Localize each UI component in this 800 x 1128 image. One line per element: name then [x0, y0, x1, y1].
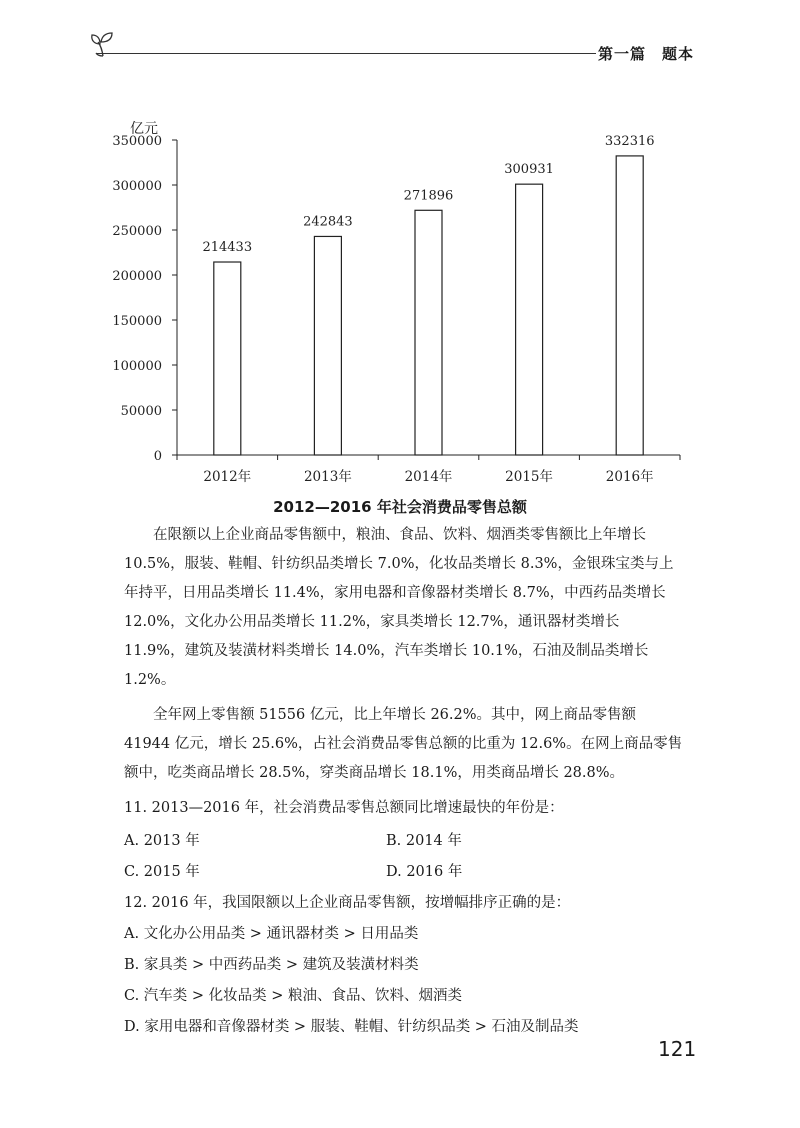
chart-title: 2012—2016 年社会消费品零售总额: [273, 498, 527, 516]
q12-option-b: B. 家具类 > 中西药品类 > 建筑及装潢材料类: [124, 957, 419, 973]
y-tick-label: 300000: [112, 179, 162, 194]
bar-0: [214, 262, 241, 455]
bar-data-label: 271896: [403, 188, 454, 204]
y-axis-unit-label: 亿元: [130, 121, 158, 137]
paragraph: 在限额以上企业商品零售额中，粮油、食品、饮料、烟酒类零售额比上年增长10.5%，服装、鞋帽、针纺织品类增长 7.0%，化妆品类增长 8.3%，金银珠宝类与上年持平，日用品类增长 11.4%，家用电器和音像器材类增长 8.7%，中西药品类增长 12.0%，文化办公用品类增长 11.2%，家具类增长 12.7%，通讯器材类增长 11.9%，建筑及装潢材料类增长 14.0%，汽车类增长 10.1%，石油及制品类增长 1.2%。: [124, 527, 674, 688]
y-tick-label: 100000: [112, 359, 162, 374]
y-tick-label: 50000: [120, 404, 162, 419]
x-category-label: 2014年: [404, 469, 453, 485]
bar-2: [415, 210, 442, 455]
bar-3: [516, 184, 543, 455]
x-category-label: 2013年: [303, 469, 352, 485]
bar-data-label: 300931: [504, 162, 554, 178]
y-tick-label: 0: [153, 449, 162, 464]
header-rule: [96, 53, 596, 54]
x-category-label: 2012年: [203, 469, 252, 485]
bar-data-label: 332316: [604, 133, 655, 149]
y-tick-label: 150000: [112, 314, 162, 329]
x-category-label: 2015年: [505, 469, 554, 485]
bar-data-label: 214433: [202, 240, 253, 256]
bar-data-label: 242843: [303, 214, 353, 230]
question-12-stem: 12. 2016 年，我国限额以上企业商品零售额，按增幅排序正确的是：: [124, 895, 571, 911]
q11-option-a: A. 2013 年: [124, 833, 200, 849]
q12-option-d: D. 家用电器和音像器材类 > 服装、鞋帽、针纺织品类 > 石油及制品类: [124, 1019, 579, 1035]
bar-1: [314, 236, 341, 455]
y-tick-label: 200000: [112, 269, 162, 284]
bar-4: [616, 156, 643, 455]
question-11-stem: 11. 2013—2016 年，社会消费品零售总额同比增速最快的年份是：: [124, 800, 564, 816]
q11-option-d: D. 2016 年: [386, 864, 463, 880]
q11-option-b: B. 2014 年: [386, 833, 462, 849]
paragraph: 全年网上零售额 51556 亿元，比上年增长 26.2%。其中，网上商品零售额 41944 亿元，增长 25.6%，占社会消费品零售总额的比重为 12.6%。在网上商品零售额中，吃类商品增长 28.5%，穿类商品增长 18.1%，用类商品增长 28.8%。: [124, 707, 683, 781]
y-tick-label: 250000: [112, 224, 162, 239]
article-body: [124, 521, 684, 1042]
page-number: 121: [658, 1037, 697, 1061]
q11-option-c: C. 2015 年: [124, 864, 200, 880]
x-category-label: 2016年: [605, 469, 654, 485]
y-tick-label: 350000: [112, 134, 162, 149]
q12-option-a: A. 文化办公用品类 > 通讯器材类 > 日用品类: [124, 926, 419, 942]
q12-option-c: C. 汽车类 > 化妆品类 > 粮油、食品、饮料、烟酒类: [124, 988, 463, 1004]
section-title: 第一篇 题本: [598, 45, 695, 63]
retail-sales-bar-chart: [0, 100, 800, 495]
